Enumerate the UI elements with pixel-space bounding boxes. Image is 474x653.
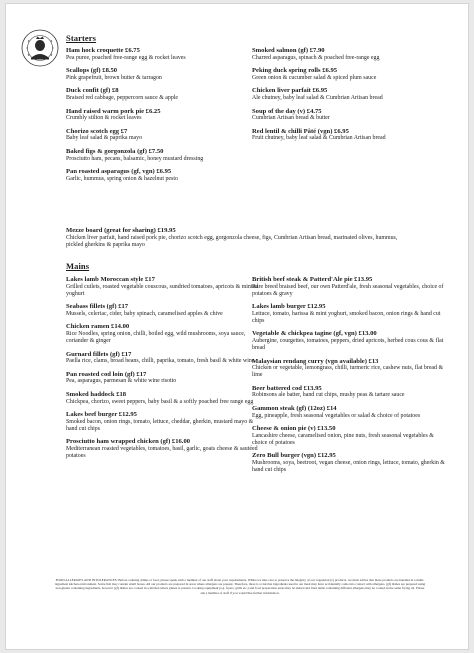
item-title: Chorizo scotch egg £7 [66,127,128,135]
item-description: Lancashire cheese, caramelised onion, pine nuts, fresh seasonal vegetables & choice of potatoes [252,432,434,446]
starter-item [66,128,262,143]
item-description: Aubergine, courgettes, tomatoes, peppers, dried apricots, herbed cous cous & flat bread [252,337,444,351]
item-description: Pink grapefruit, brown butter & tarragon [66,74,162,81]
item-description: Egg, pineapple, fresh seasonal vegetables or salad & choice of potatoes [252,412,421,419]
item-title: Zero Bull burger (vgn) £12.95 [252,452,336,460]
starter-item [66,47,262,62]
item-description: Ale chutney, baby leaf salad & Cumbrian Artisan bread [252,94,383,101]
item-title: Seabass fillets (gf) £17 [66,303,129,311]
item-description: Paella rice, clams, broad beans, chilli, paprika, tomato, fresh basil & white wine [66,358,255,365]
item-description: Mussels, celeriac, cider, baby spinach, caramelised apples & chive [66,310,223,317]
main-item [66,411,262,433]
allergen-notice: FOOD ALLERGIES AND INTOLERANCES: Before ordering drinks or food, please speak with a member of our staff about your requirements. Whilst we take care to preserve the integrity of our vegetarian (v) products, we must advise that these products are handled in a multi-ingredient kitchen environment. Some fish may contain small bones. All our products are prepared in areas where allergens are present. Therefore, there is a risk that ingredients used in our meal may have accidentally come into contact with allergens. (gf) dishes are prepared using non-gluten containing ingredients, however (gf) dishes are cooked in a kitchen where gluten is present. Cooking equipment (e.g. fryers, grills etc.) and food preparation areas may be shared and fried items containing different allergens may be cooked in the same frying oil. Please ask a member of staff if you would like further information. [54,578,426,595]
item-description: Rice Noodles, spring onion, chilli, boiled egg, wild mushrooms, soya sauce, coriander & ginger [66,330,246,344]
mains-heading: Mains [66,261,90,271]
starter-item [66,108,262,123]
main-item [252,303,448,325]
starter-item [66,87,262,102]
item-title: Lakes beef burger £12.95 [66,411,137,419]
main-item [252,405,448,420]
item-title: Chicken liver parfait £6.95 [252,87,328,95]
starter-item [252,47,448,62]
item-title: Lakes lamb burger £12.95 [252,303,326,311]
starter-item [252,67,448,82]
item-title: Hand raised warm pork pie £6.25 [66,107,161,115]
item-description: Mushrooms, soya, beetroot, vegan cheese, onion rings, lettuce, tomato, gherkin & hand cut chips [252,459,445,473]
item-title: Pan roasted asparagus (gf, vgn) £6.95 [66,168,172,176]
item-title: Duck confit (gf) £8 [66,87,119,95]
item-title: Smoked haddock £18 [66,390,127,398]
starters-left-column [66,47,262,188]
item-title: Malaysian rendang curry (vgn available) £13 [252,357,379,365]
restaurant-crest-logo [20,26,60,70]
starters-heading: Starters [66,33,97,43]
item-description: Charred asparagus, spinach & poached free-range egg [252,54,380,61]
main-item [252,425,448,447]
item-title: Vegetable & chickpea tagine (gf, vgn) £13.00 [252,330,377,338]
item-title: Chicken ramen £14.00 [66,323,130,331]
item-description: Robinsons ale batter, hand cut chips, mushy peas & tartare sauce [252,392,405,399]
main-item [66,351,262,366]
item-description: Grilled cutlets, roasted vegetable couscous, sundried tomatoes, apricots & minted yoghurt [66,283,259,297]
starter-item [252,108,448,123]
item-title: Peking duck spring rolls £6.95 [252,67,338,75]
main-item [252,358,448,380]
item-title: Beer battered cod £13.95 [252,384,322,392]
main-item [66,323,262,345]
starter-item [66,67,262,82]
item-description: Chicken liver parfait, hand raised pork pie, chorizo scotch egg, gorgonzola cheese, figs, Cumbrian Artisan bread, marinated olives, hummus, pickled gherkins & paprika mayo [66,234,398,248]
item-description: Smoked bacon, onion rings, tomato, lettuce, cheddar, gherkin, mustard mayo & hand cut chips [66,418,254,432]
starter-item [252,87,448,102]
mezze-board-item [66,227,414,249]
main-item [66,303,262,318]
mains-right-column [252,276,448,480]
item-title: Gurnard fillets (gf) £17 [66,350,132,358]
starter-item [66,148,262,163]
item-description: Baby leaf salad & paprika mayo [66,135,143,142]
item-title: Lakes lamb Moroccan style £17 [66,276,155,283]
item-description: Fruit chutney, baby leaf salad & Cumbrian Artisan bread [252,135,386,142]
item-description: Chickpea, chorizo, sweet peppers, baby basil & a softly poached free range egg [66,398,254,405]
starter-item [66,168,262,183]
starters-right-column [252,47,448,148]
item-description: Prosciutto ham, pecans, balsamic, honey mustard dressing [66,155,204,162]
item-title: Ham hock croquette £6.75 [66,47,140,54]
item-description: Crumbly stilton & rocket leaves [66,115,142,122]
starter-item [252,128,448,143]
main-item [252,452,448,474]
mains-left-column [66,276,262,466]
item-title: Red lentil & chilli Pâté (vgn) £6.95 [252,127,349,135]
main-item [66,276,262,298]
item-description: Pea, asparagus, parmesan & white wine risotto [66,378,177,385]
item-title: Prosciutto ham wrapped chicken (gf) £16.00 [66,438,191,446]
item-description: Mediterranean roasted vegetables, tomatoes, basil, garlic, goats cheese & sautéed potatoes [66,445,258,459]
item-description: Chicken or vegetable, lemongrass, chilli, turmeric rice, cashew nuts, flat bread & lime [252,365,444,379]
item-description: Braised red cabbage, peppercorn sauce & apple [66,94,179,101]
item-description: Lettuce, tomato, harissa & mint yoghurt, smoked bacon, onion rings & hand cut chips [252,310,441,324]
item-description: Green onion & cucumber salad & spiced plum sauce [252,74,377,81]
item-title: Gammon steak (gf) (12oz) £14 [252,404,337,412]
item-description: Pea puree, poached free-range egg & rocket leaves [66,54,186,61]
main-item [252,385,448,400]
main-item [66,391,262,406]
item-description: Cumbrian Artisan bread & butter [252,115,330,122]
item-description: Rare breed braised beef, our own Patterd'ale, fresh seasonal vegetables, choice of potatoes & gravy [252,283,444,297]
item-title: Smoked salmon (gf) £7.90 [252,47,325,54]
main-item [252,330,448,352]
item-title: Soup of the day (v) £4.75 [252,107,322,115]
item-title: British beef steak & Patterd'Ale pie £13.95 [252,276,373,283]
item-title: Baked figs & gorgonzola (gf) £7.50 [66,147,164,155]
main-item [252,276,448,298]
menu-page [5,3,469,650]
item-title: Pan roasted cod loin (gf) £17 [66,370,147,378]
item-title: Mezze board (great for sharing) £19.95 [66,227,176,234]
item-title: Scallops (gf) £8.50 [66,67,118,75]
item-title: Cheese & onion pie (v) £13.50 [252,425,336,433]
item-description: Garlic, hummus, spring onion & hazelnut pesto [66,175,178,182]
main-item [66,371,262,386]
main-item [66,438,262,460]
